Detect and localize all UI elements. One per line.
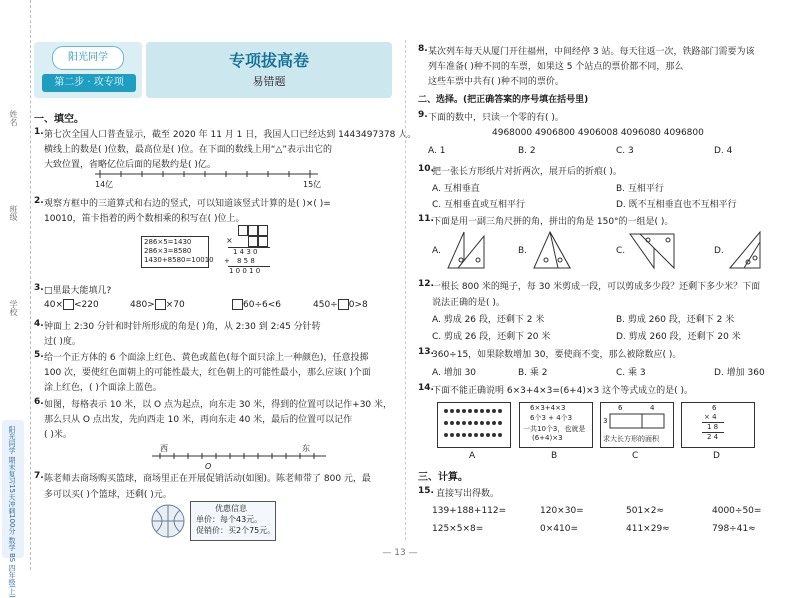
q9-option-b: B. 2	[518, 146, 536, 156]
q15-r2-c2: 0×410=	[540, 524, 578, 534]
q11-option-c-figure	[628, 228, 678, 272]
q2-eq3: 1430+8580=10010	[144, 256, 214, 264]
q10-line1: 把一张长方形纸片对折两次，展开后的折痕( )。	[432, 167, 622, 177]
q2-vertical-line2: 8 5 8	[237, 257, 255, 265]
q13-option-b: B. 乘 2	[518, 368, 548, 378]
q11-option-a: A.	[432, 246, 441, 256]
q13-line1: 360÷15，如果除数增加 30，要使商不变，那么被除数应( )。	[432, 350, 682, 360]
q14-b-line2: 6个3 + 4个3	[530, 414, 573, 422]
q6-line2: 那么只从 O 点出发，先向西走 10 米，再向东走 40 米，最后的位置可以记作	[44, 415, 353, 425]
q6-line1: 如图，每格表示 10 米，以 O 点为起点，向东走 30 米，得到的位置可以记作+30 米，	[44, 400, 393, 410]
q15-r2-c4: 798÷41≈	[712, 524, 756, 534]
q4-line2: 过( )度。	[44, 337, 81, 347]
q3-title: □里最大能填几?	[44, 286, 112, 296]
q14-label-c: C	[632, 451, 639, 461]
q1-line2: 横线上的数是( )位数，最高位是( )位。在下面的数线上用“△”表示出它的	[44, 145, 333, 155]
q10-number: 10.	[418, 164, 434, 174]
q12-number: 12.	[418, 279, 434, 289]
q14-c-caption: 求大长方形的面积	[603, 435, 659, 443]
school-label: 学校	[9, 300, 18, 316]
page-title: 专项拔高卷	[228, 51, 309, 70]
q10-option-b: B. 互相平行	[616, 184, 664, 194]
page-number: — 13 —	[382, 548, 418, 558]
q4-line1: 钟面上 2:30 分针和时针所形成的角是( )角，从 2:30 到 2:45 分针转	[44, 322, 321, 332]
q14-d-line2: × 4	[704, 413, 717, 421]
q10-option-d: D. 既不互相垂直也不互相平行	[616, 200, 737, 210]
q12-option-a: A. 剪成 26 段，还剩下 2 米	[432, 315, 545, 325]
q9-option-a: A. 1	[428, 146, 446, 156]
q3-item4: 450÷ 0>8	[313, 300, 368, 310]
column-divider	[405, 40, 406, 540]
q5-line2: 100 次，要使红色面朝上的可能性最大，红色朝上的可能性最小，那么应该( )个面	[44, 368, 371, 378]
q5-number: 5.	[34, 350, 44, 360]
q1-line3: 大致位置，省略亿位后面的尾数约是( )亿。	[44, 160, 216, 170]
promo-price: 单价：每个43元。	[196, 515, 263, 524]
q3-item3: 60÷6<6	[232, 299, 281, 310]
q6-east-label: 东	[302, 444, 310, 453]
q2-vertical-result: 1 0 0 1 0	[229, 267, 261, 275]
q12-option-c: C. 剪成 26 段，还剩下 20 米	[432, 332, 551, 342]
q9-numbers: 4968000 4906800 4906008 4096080 4096800	[492, 128, 704, 138]
q1-number: 1.	[34, 127, 44, 137]
q14-line1: 下面不能正确说明 6×3+4×3=(6+4)×3 这个等式成立的是( )。	[432, 386, 693, 396]
q8-number: 8.	[418, 44, 428, 54]
q10-option-a: A. 互相垂直	[432, 184, 480, 194]
q9-number: 9.	[418, 110, 428, 120]
promo-sale: 促销价：买2个75元。	[196, 526, 276, 535]
q2-eq2: 286×3=8580	[144, 247, 192, 255]
q13-option-c: C. 乘 3	[616, 368, 646, 378]
q14-c-right: 4	[650, 404, 655, 412]
q3-item2: 480> ×70	[130, 300, 185, 310]
q3-number: 3.	[34, 283, 44, 293]
q15-r1-c3: 501×2≈	[626, 506, 664, 516]
q14-b-line1: 6×3+4×3	[530, 404, 566, 412]
section-calc-heading: 三、计算。	[418, 472, 468, 483]
brand-logo: 阳光同学	[52, 46, 124, 70]
q2-number: 2.	[34, 196, 44, 206]
q13-option-d: D. 增加 360	[714, 368, 765, 378]
page-subtitle: 易错题	[252, 75, 286, 88]
q14-dot-array	[440, 405, 506, 443]
q11-line1: 下面是用一副三角尺拼的角，拼出的角是 150°的一组是( )。	[432, 217, 674, 227]
section-fill-heading: 一、填空。	[34, 114, 84, 125]
basketball-icon	[150, 503, 186, 539]
q1-left-label: 14亿	[95, 180, 114, 189]
worksheet-page: 姓名 班级 学校 阳光同学 期末复习15天冲刺100分 数学 BS 四年级(上) 阳光同学 第二步 · 攻专项 专项拔高卷 易错题 一、填空。 1. 第七次全国人口普查显示，截至 2020 年 11 月 1 日，我国人口已经达到 1443497378 人。 横线上的数是( )位数，最高位是( )位。在下面的数线上用“△”表示出它的 大致位置，省略亿位后面的尾数约是( )亿。 14亿 15亿 2. 观察方框中的三道算式和右边的竖式，可以知道该竖式计算的是( )×( )= 10010，笛卡指着的两个数相乘的积写在( )位上。 286×5=1430 286×3=8580 1430+8580=10010 × 1 4 3 0 + 8 5 8 1 0 0 1 0 3. □里最大能填几? 40× <220 480> ×70 60÷6<6 450÷ 0>8 4. 钟面上 2:30 分针和时针所形成的角是( )角，从 2:30 到 2:45 分针转 过( )度。 5. 给一个正方体的 6 个面涂上红色、黄色或蓝色(每个面只涂上一种颜色)，任意投掷 100 次，要使红色面朝上的可能性最大，红色朝上的可能性最小，那么应该( )个面 涂上红色，( )个面涂上蓝色。 6. 如图，每格表示 10 米，以 O 点为起点，向东走 30 米，得到的位置可以记作+30 米， 那么只从 O 点出发，先向西走 10 米，再向东走 40 米，最后的位置可以记作 ( )米。 西 东 O 7. 陈老师去商场购买篮球，商场里正在开展促销活动(如图)。陈老师带了 800 元，最 多可以买( )个篮球，还剩( )元。 优惠信息 单价：每个43元。 促销价：买2个75元。 8. 某次列车每天从厦门开往福州，中间经停 3 站。每天往返一次，铁路部门需要为该 列车准备( )种不同的车票，如果这 5 个站点的票价都不同，那么 这些车票中共有( )种不同的票价。 二、选择。(把正确答案的序号填在括号里) 9. 下面的数中，只读一个零的有( )。 4968000 4906800 4906008 4096080 4096800 A. 1 B. 2 C. 3 D. 4 10. 把一张长方形纸片对折两次，展开后的折痕( )。 A. 互相垂直 B. 互相平行 C. 互相垂直或互相平行 D. 既不互相垂直也不互相平行 11. 下面是用一副三角尺拼的角，拼出的角是 150°的一组是( )。 A. B. C. D. 12. 一根长 800 米的绳子，每 30 米剪成一段，可以剪成多少段？还剩下多少米？下面 说法正确的是( )。 A. 剪成 26 段，还剩下 2 米 B. 剪成 260 段，还剩下 2 米 C. 剪成 26 段，还剩下 20 米 D. 剪成 260 段，还剩下 20 米 13. 360÷15，如果除数增加 30，要使商不变，那么被除数应( )。 A. 增加 30 B. 乘 2 C. 乘 3 D. 增加 360 14. 下面不能正确说明 6×3+4×3=(6+4)×3 这个等式成立的是( )。 A 6×3+4×3 6个3 + 4个3 一共10个3，也就是 (6+4)×3 B 6 4 3 求大长方形的面积 C 6 × 4 1 8 2 4 D 三、计算。 15. 直接写出得数。 139+188+112= 120×30= 501×2≈ 4000÷50= 125×5×8= 0×410= 411×29≈ 798÷41≈ — 13 —	[0, 0, 800, 570]
q12-line2: 说法正确的是( )。	[432, 298, 505, 308]
q5-line1: 给一个正方体的 6 个面涂上红色、黄色或蓝色(每个面只涂上一种颜色)，任意投掷	[44, 353, 369, 363]
q13-number: 13.	[418, 347, 434, 357]
q6-origin-label: O	[205, 462, 212, 471]
section-choice-heading: 二、选择。(把正确答案的序号填在括号里)	[418, 95, 589, 105]
q8-line2: 列车准备( )种不同的车票，如果这 5 个站点的票价都不同，那么	[428, 62, 684, 72]
q11-option-b-figure	[530, 228, 574, 272]
header-left	[34, 42, 142, 98]
q10-option-c: C. 互相垂直或互相平行	[432, 200, 526, 210]
q15-number: 15.	[418, 486, 434, 496]
q14-d-line1: 6	[712, 404, 717, 412]
name-label: 姓名	[9, 110, 18, 126]
q15-title: 直接写出得数。	[436, 489, 500, 499]
q9-line1: 下面的数中，只读一个零的有( )。	[428, 113, 564, 123]
q14-d-line4: 2 4	[707, 433, 719, 441]
q9-option-d: D. 4	[714, 146, 733, 156]
q15-r2-c1: 125×5×8=	[432, 524, 484, 534]
q6-number: 6.	[34, 397, 44, 407]
side-strip	[2, 420, 26, 598]
q7-number: 7.	[34, 471, 44, 481]
q1-right-label: 15亿	[303, 180, 322, 189]
q14-b-line4: (6+4)×3	[532, 434, 563, 442]
q15-r1-c4: 4000÷50=	[712, 506, 762, 516]
q11-option-c: C.	[616, 246, 626, 256]
header-right	[146, 42, 392, 98]
q9-option-c: C. 3	[616, 146, 634, 156]
q5-line3: 涂上红色，( )个面涂上蓝色。	[44, 383, 162, 393]
q6-west-label: 西	[160, 444, 168, 453]
q12-line1: 一根长 800 米的绳子，每 30 米剪成一段，可以剪成多少段？还剩下多少米？下面	[432, 282, 761, 292]
q4-number: 4.	[34, 319, 44, 329]
q2-eq1: 286×5=1430	[144, 238, 192, 246]
class-label: 班级	[9, 205, 18, 221]
side-strip-text: 阳光同学 期末复习15天冲刺100分 数学 BS 四年级(上)	[8, 426, 16, 598]
q14-rectangle-figure	[604, 412, 668, 430]
q14-c-side: 3	[603, 417, 608, 425]
q14-label-b: B	[551, 451, 558, 461]
q11-option-d: D.	[714, 246, 724, 256]
q1-number-line	[90, 168, 330, 190]
q11-option-b: B.	[518, 246, 528, 256]
q7-line1: 陈老师去商场购买篮球，商场里正在开展促销活动(如图)。陈老师带了 800 元，最	[44, 474, 371, 484]
q8-line1: 某次列车每天从厦门开往福州，中间经停 3 站。每天往返一次，铁路部门需要为该	[428, 47, 755, 57]
q6-direction-line	[150, 450, 330, 464]
q15-r1-c2: 120×30=	[540, 506, 584, 516]
q12-option-b: B. 剪成 260 段，还剩下 2 米	[616, 315, 735, 325]
q15-r2-c3: 411×29≈	[626, 524, 670, 534]
q14-b-line3: 一共10个3，也就是	[523, 425, 586, 433]
q11-option-a-figure	[444, 228, 488, 272]
header-banner	[34, 42, 392, 98]
q13-option-a: A. 增加 30	[432, 368, 477, 378]
q1-line1: 第七次全国人口普查显示，截至 2020 年 11 月 1 日，我国人口已经达到 1443497378 人。	[44, 130, 417, 140]
q14-label-a: A	[469, 451, 476, 461]
q2-line1: 观察方框中的三道算式和右边的竖式，可以知道该竖式计算的是( )×( )=	[44, 199, 331, 209]
q12-option-d: D. 剪成 260 段，还剩下 20 米	[616, 332, 741, 342]
q14-label-d: D	[713, 451, 720, 461]
q2-line2: 10010，笛卡指着的两个数相乘的积写在( )位上。	[44, 214, 245, 224]
q14-c-top: 6	[618, 404, 623, 412]
q6-line3: ( )米。	[44, 430, 72, 440]
q11-number: 11.	[418, 214, 434, 224]
q15-r1-c1: 139+188+112=	[432, 506, 507, 516]
step-label: 第二步 · 攻专项	[42, 74, 136, 92]
q2-vertical-line1: 1 4 3 0	[233, 248, 258, 256]
q14-d-line3: 1 8	[707, 423, 719, 431]
promo-title: 优惠信息	[215, 504, 247, 513]
q3-item1: 40× <220	[44, 300, 99, 310]
q7-line2: 多可以买( )个篮球，还剩( )元。	[44, 490, 172, 500]
q11-option-d-figure	[726, 228, 770, 272]
q8-line3: 这些车票中共有( )种不同的票价。	[428, 77, 564, 87]
q14-number: 14.	[418, 383, 434, 393]
